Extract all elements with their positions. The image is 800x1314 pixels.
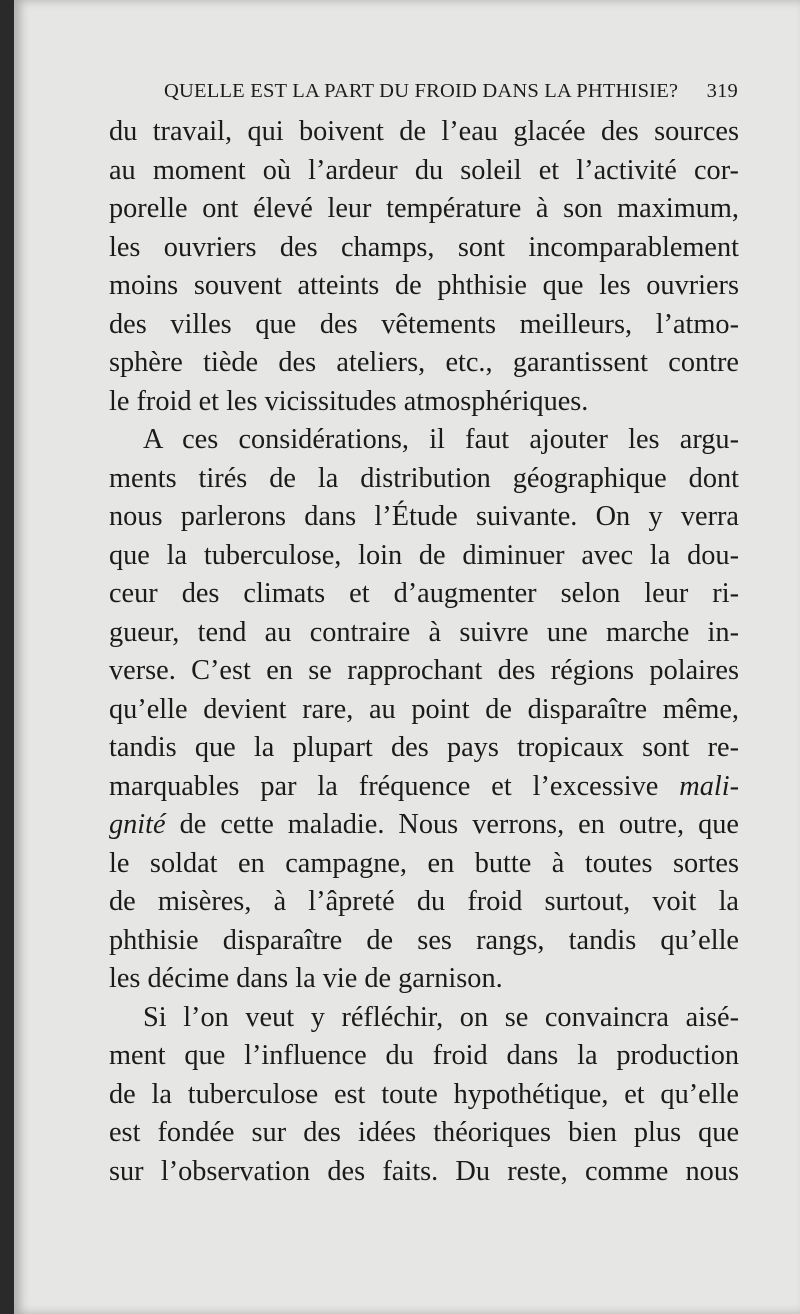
italic-word: gnité — [109, 809, 166, 840]
text-line: A ces considérations, il faut ajouter les argu- — [143, 424, 739, 455]
text-line: nous parlerons dans l’Étude suivante. On y verra — [109, 501, 739, 532]
text-line: phthisie disparaître de ses rangs, tandis qu’elle — [109, 924, 739, 956]
text-line: sur l’observation des faits. Du reste, comme nous — [109, 1155, 739, 1187]
text-line: de misères, à l’âpreté du froid surtout, voit la — [109, 886, 739, 917]
header-title: QUELLE EST LA PART DU FROID DANS LA PHTHISIE? — [164, 80, 679, 102]
text-line: que la tuberculose, loin de diminuer avec la dou- — [109, 539, 739, 571]
text-line: porelle ont élevé leur température à son maximum, — [109, 193, 739, 224]
text-line: est fondée sur des idées théoriques bien plus que — [109, 1117, 739, 1148]
text-line: moins souvent atteints de phthisie que les ouvriers — [109, 270, 739, 301]
text-line: les ouvriers des champs, sont incomparablement — [109, 231, 739, 263]
text-line: verse. C’est en se rapprochant des régions polaires — [109, 655, 739, 686]
text-line: tandis que la plupart des pays tropicaux sont re- — [109, 732, 739, 763]
text-line: les décime dans la vie de garnison. — [109, 963, 503, 994]
text-line: au moment où l’ardeur du soleil et l’activité cor- — [109, 154, 739, 186]
text-line: de la tuberculose est toute hypothétique, et qu’elle — [109, 1078, 739, 1110]
text-line: sphère tiède des ateliers, etc., garantissent contre — [109, 347, 739, 378]
text-line: qu’elle devient rare, au point de disparaître même, — [109, 693, 739, 725]
text-line: ment que l’influence du froid dans la production — [109, 1040, 739, 1071]
text-line: du travail, qui boivent de l’eau glacée des sources — [109, 116, 739, 147]
book-page — [14, 0, 800, 1314]
text-line-with-italic — [109, 806, 739, 845]
page-number: 319 — [706, 80, 738, 102]
text-line: le soldat en campagne, en butte à toutes sortes — [109, 847, 739, 879]
text-line: des villes que des vêtements meilleurs, l’atmo- — [109, 308, 739, 340]
text-line: gueur, tend au contraire à suivre une marche in- — [109, 616, 739, 648]
text-segment: marquables par la fréquence et l’excessive — [109, 770, 659, 802]
body-text — [109, 113, 739, 1191]
text-line: le froid et les vicissitudes atmosphériques. — [109, 385, 589, 417]
text-segment: de cette maladie. Nous verrons, en outre, que — [165, 809, 739, 840]
text-line-with-italic — [109, 768, 739, 807]
text-line: ments tirés de la distribution géographique dont — [109, 462, 739, 494]
italic-word: mali- — [679, 770, 739, 802]
text-line: Si l’on veut y réfléchir, on se convaincra aisé- — [143, 1001, 739, 1033]
text-line: ceur des climats et d’augmenter selon leur ri- — [109, 578, 739, 609]
